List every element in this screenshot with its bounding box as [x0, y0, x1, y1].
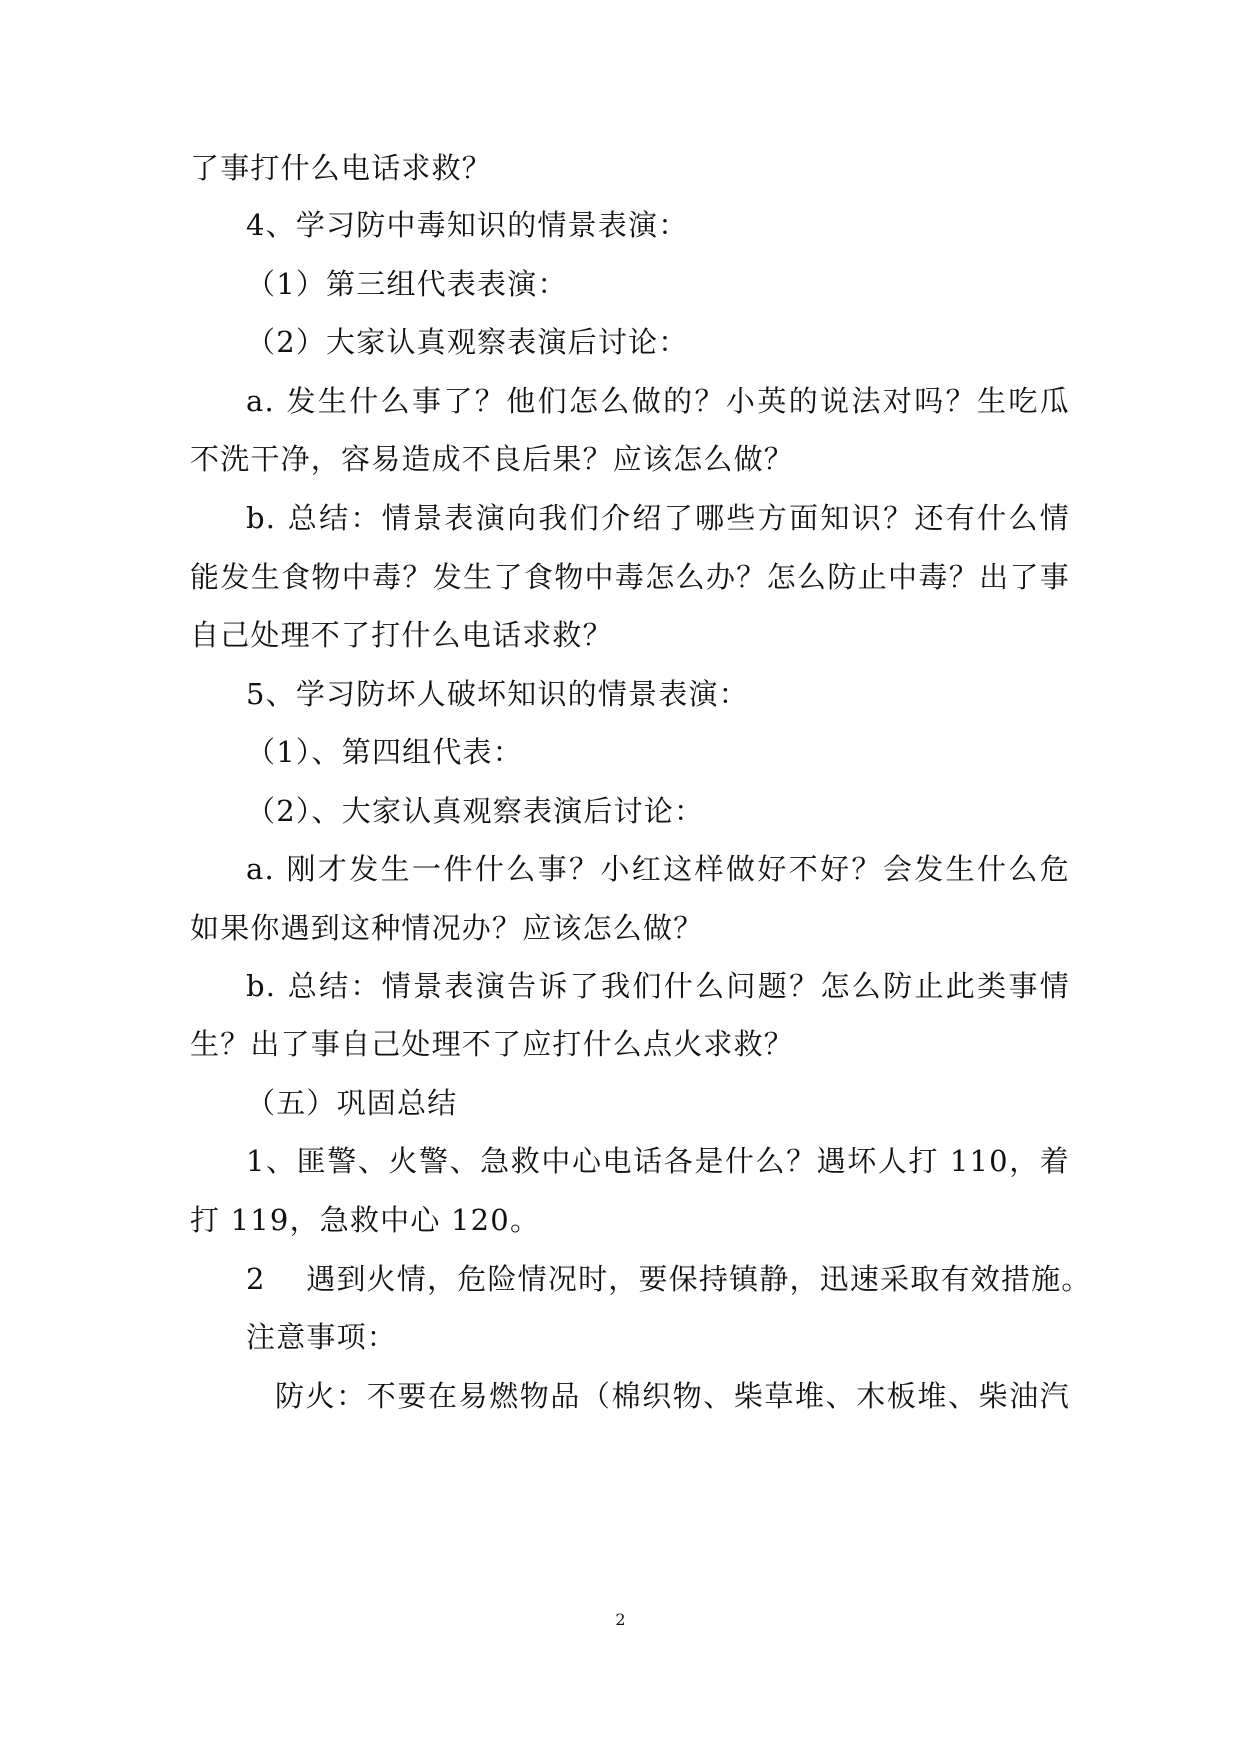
text-line-9: 自己处理不了打什么电话求救？ [190, 618, 613, 652]
text-line-22: 防火：不要在易燃物品（棉织物、柴草堆、木板堆、柴油汽 [275, 1379, 1070, 1413]
text-line-18: 1、匪警、火警、急救中心电话各是什么？遇坏人打 110，着 [246, 1144, 1070, 1178]
text-line-16: 生？出了事自己处理不了应打什么点火求救？ [190, 1027, 795, 1061]
text-line-17: （五）巩固总结 [246, 1086, 458, 1120]
page-number: 2 [615, 1610, 626, 1629]
text-line-3: （1）第三组代表表演： [246, 267, 568, 301]
text-line-1: 了事打什么电话求救？ [190, 151, 493, 185]
text-line-13: a. 刚才发生一件什么事？小红这样做好不好？会发生什么危 [246, 852, 1070, 886]
text-line-2: 4、学习防中毒知识的情景表演： [246, 208, 689, 242]
text-line-4: （2）大家认真观察表演后讨论： [246, 325, 689, 359]
text-line-21: 注意事项： [246, 1320, 398, 1354]
text-line-19: 打 119，急救中心 120。 [190, 1203, 541, 1237]
text-line-8: 能发生食物中毒？发生了食物中毒怎么办？怎么防止中毒？出了事 [190, 560, 1070, 594]
text-line-5: a. 发生什么事了？他们怎么做的？小英的说法对吗？生吃瓜 [246, 384, 1070, 418]
text-line-6: 不洗干净，容易造成不良后果？应该怎么做？ [190, 442, 795, 476]
text-line-12: （2）、大家认真观察表演后讨论： [246, 794, 705, 828]
text-line-7: b. 总结：情景表演向我们介绍了哪些方面知识？还有什么情 [246, 501, 1070, 535]
text-line-14: 如果你遇到这种情况办？应该怎么做？ [190, 911, 704, 945]
text-line-20: 2 遇到火情，危险情况时，要保持镇静，迅速采取有效措施。 [246, 1262, 1092, 1296]
text-line-15: b. 总结：情景表演告诉了我们什么问题？怎么防止此类事情 [246, 969, 1070, 1003]
text-line-11: （1）、第四组代表： [246, 735, 523, 769]
text-line-10: 5、学习防坏人破坏知识的情景表演： [246, 677, 749, 711]
